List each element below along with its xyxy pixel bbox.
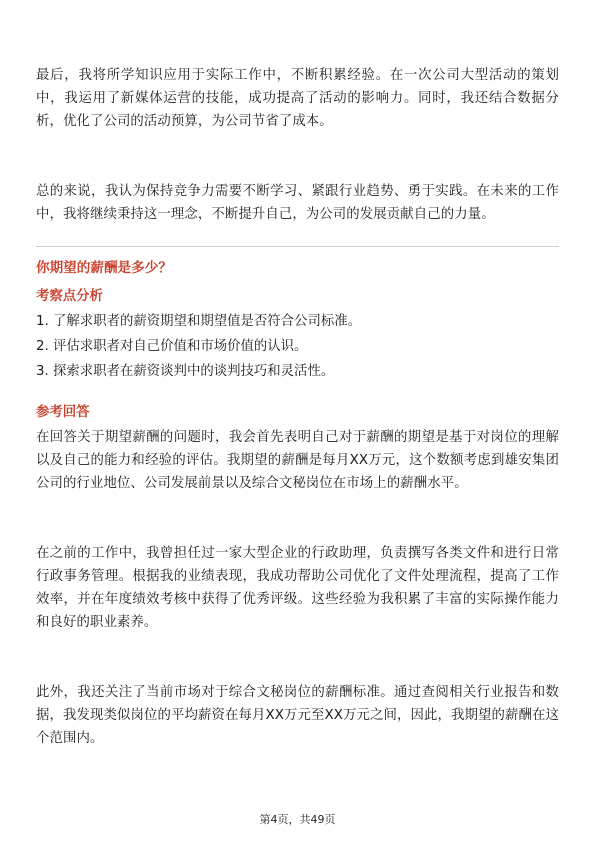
list-item: 2. 评估求职者对自己价值和市场价值的认识。 [36, 339, 308, 354]
analysis-list [36, 309, 559, 384]
question-title: 你期望的薪酬是多少？ [36, 260, 172, 276]
answer-heading: 参考回答 [36, 405, 90, 420]
page-number: 第4页，共49页 [259, 813, 336, 826]
analysis-heading: 考察点分析 [36, 289, 103, 304]
answer-paragraph-3: 此外，我还关注了当前市场对于综合文秘岗位的薪酬标准。通过查阅相关行业报告和数据，我发现类似岗位的平均薪资在每月XX万元至XX万元之间，因此，我期望的薪酬在这个范围内。 [36, 685, 559, 746]
body-paragraph-2: 总的来说，我认为保持竞争力需要不断学习、紧跟行业趋势、勇于实践。在未来的工作中，我将继续秉持这一理念，不断提升自己，为公司的发展贡献自己的力量。 [36, 184, 559, 222]
list-item: 3. 探索求职者在薪资谈判中的谈判技巧和灵活性。 [36, 364, 335, 379]
answer-paragraph-1: 在回答关于期望薪酬的问题时，我会首先表明自己对于薪酬的期望是基于对岗位的理解以及自己的能力和经验的评估。我期望的薪酬是每月XX万元，这个数额考虑到雄安集团公司的行业地位、公司发展前景以及综合文秘岗位在市场上的薪酬水平。 [36, 430, 559, 491]
body-paragraph-1: 最后，我将所学知识应用于实际工作中，不断积累经验。在一次公司大型活动的策划中，我运用了新媒体运营的技能，成功提高了活动的影响力。同时，我还结合数据分析，优化了公司的活动预算，为公司节省了成本。 [36, 68, 559, 129]
list-item: 1. 了解求职者的薪资期望和期望值是否符合公司标准。 [36, 314, 362, 329]
answer-paragraph-2: 在之前的工作中，我曾担任过一家大型企业的行政助理，负责撰写各类文件和进行日常行政事务管理。根据我的业绩表现，我成功帮助公司优化了文件处理流程，提高了工作效率，并在年度绩效考核中获得了优秀评级。这些经验为我积累了丰富的实际操作能力和良好的职业素养。 [36, 546, 559, 630]
section-divider [36, 246, 559, 247]
